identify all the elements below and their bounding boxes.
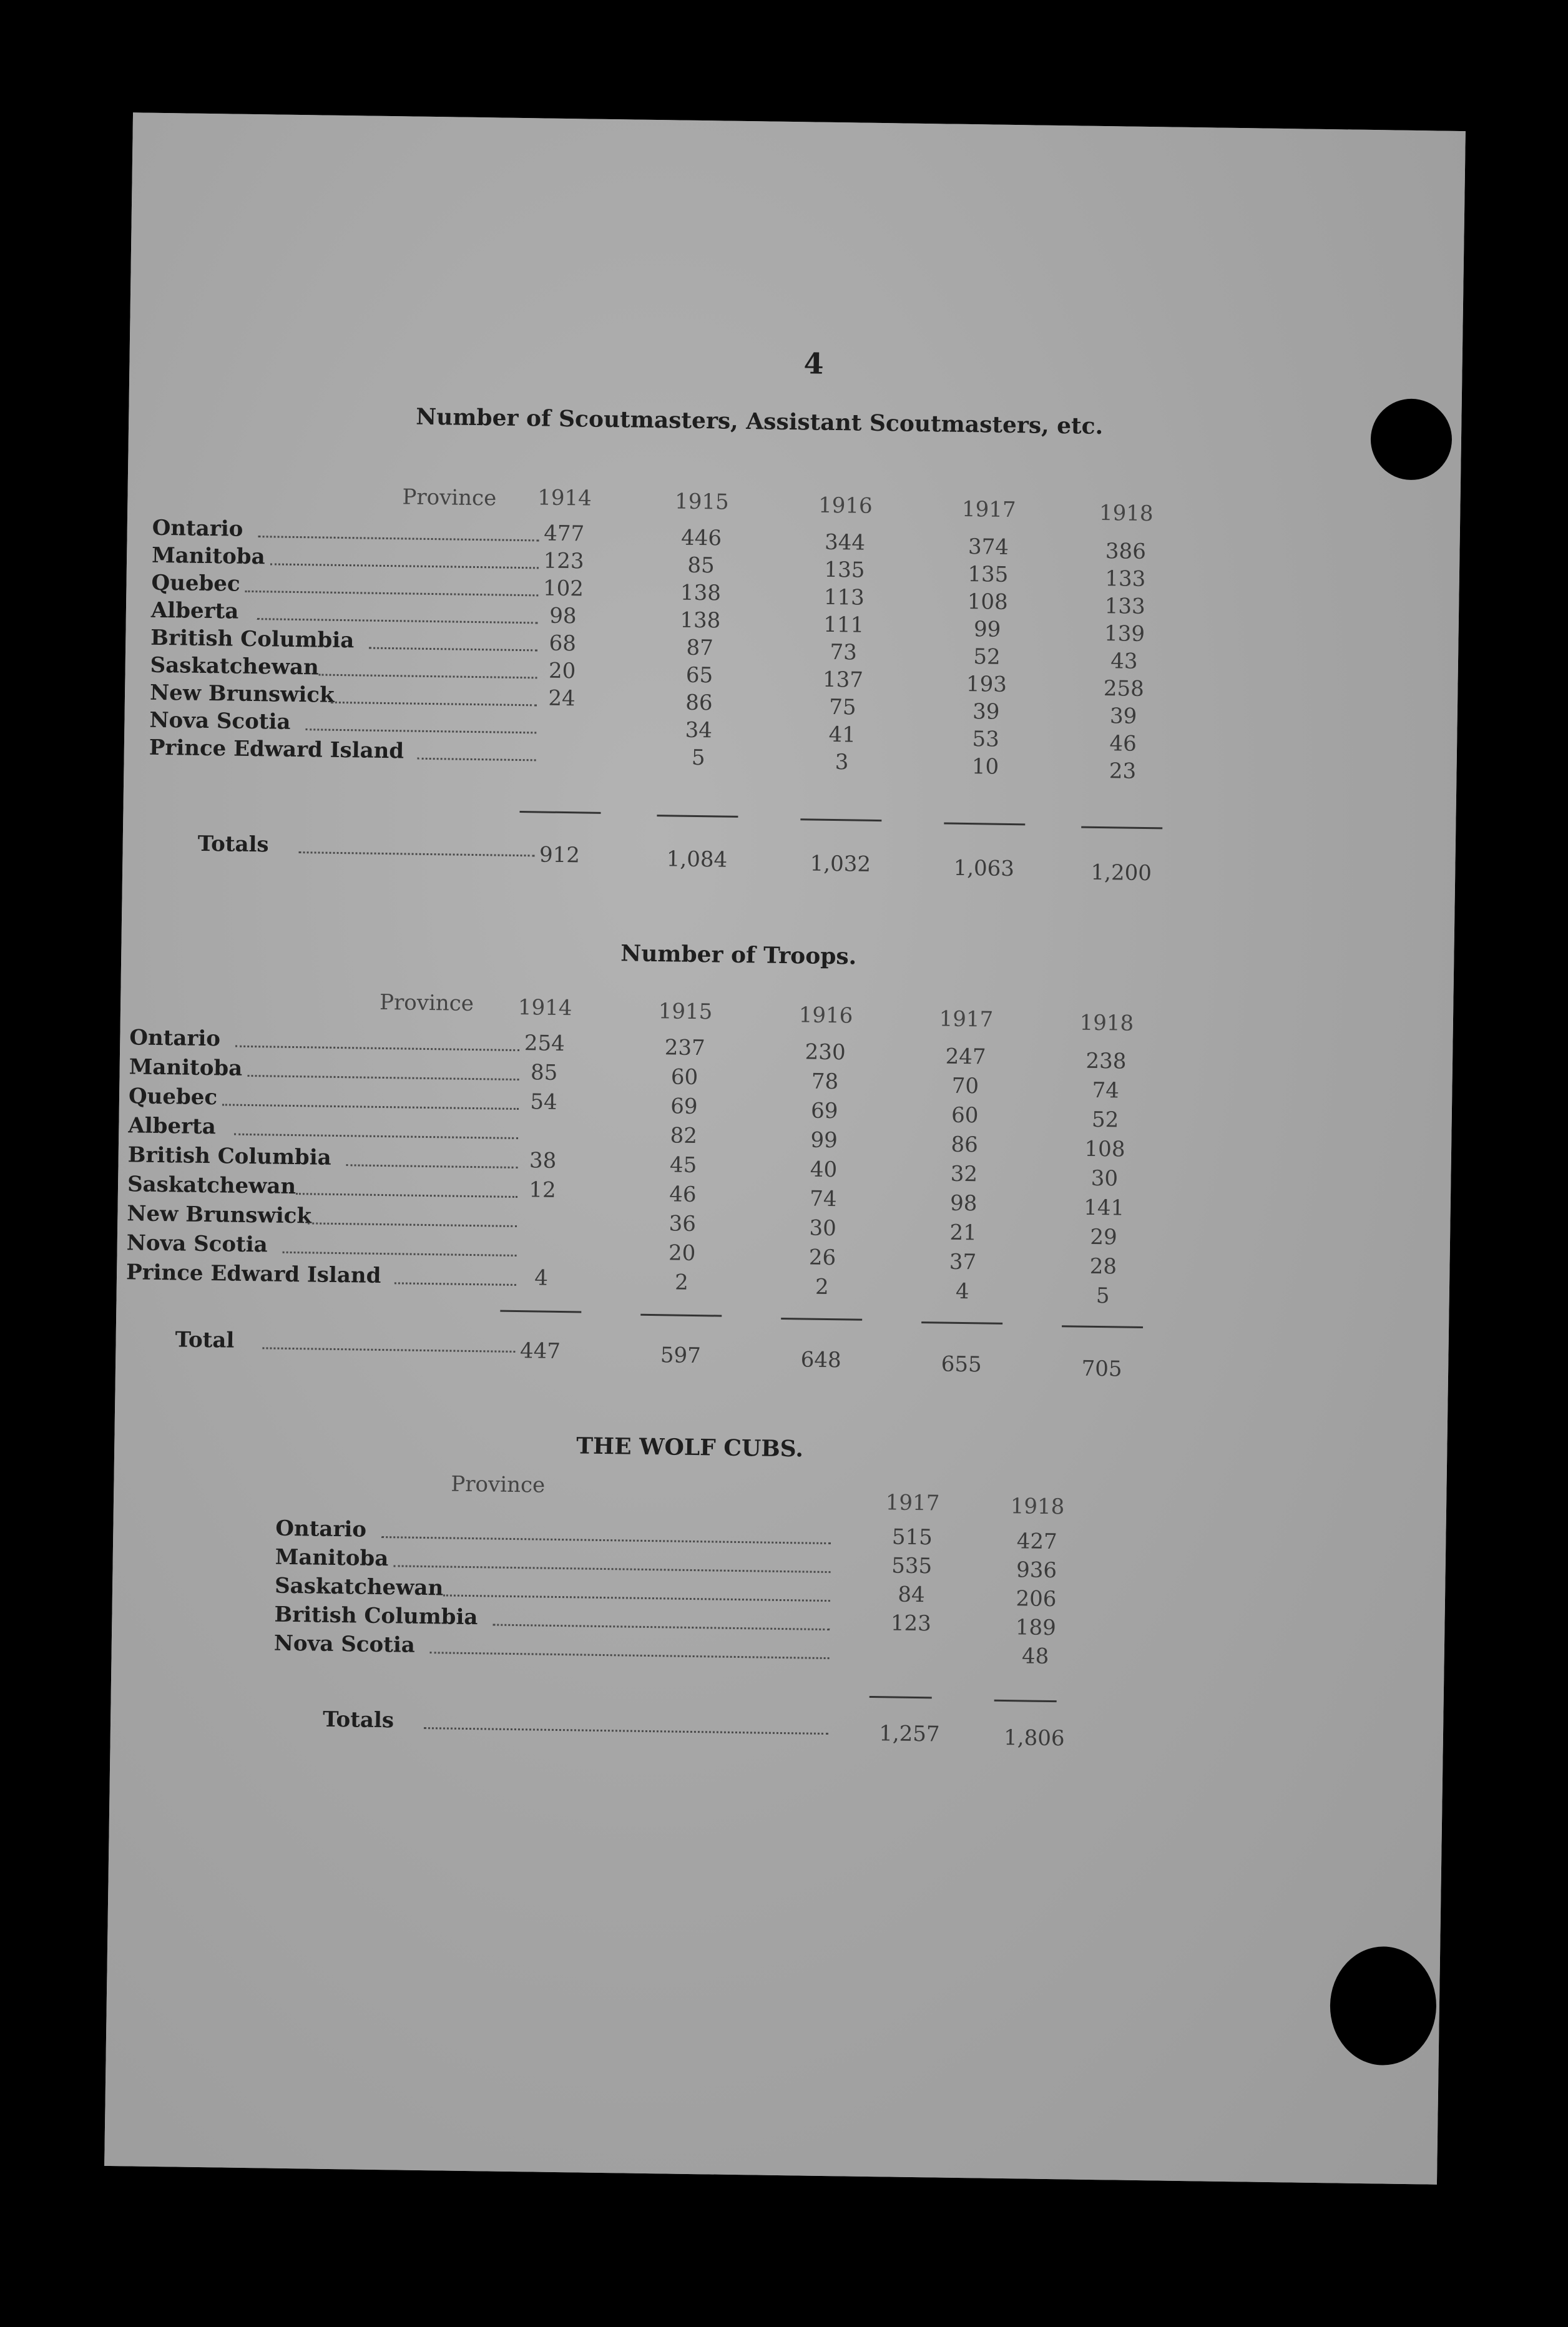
table1-cell: 135 <box>968 562 1009 587</box>
table1-cell: 24 <box>548 685 576 712</box>
table1-cell: 43 <box>1110 649 1138 674</box>
table1-cell: 34 <box>685 717 713 743</box>
table2-cell: 238 <box>1085 1048 1127 1074</box>
table2-totals-dots <box>262 1347 515 1353</box>
table2-cell: 141 <box>1083 1195 1125 1221</box>
table1-cell: 99 <box>973 617 1001 642</box>
table1-province-header: Province <box>402 484 497 511</box>
table2-year-header: 1914 <box>517 995 572 1021</box>
table2-cell: 70 <box>951 1073 979 1099</box>
document-page <box>104 112 1466 2184</box>
table1-province-label: Quebec <box>151 570 240 597</box>
table1-cell: 138 <box>680 580 722 606</box>
table1-province-label: Ontario <box>152 515 243 542</box>
table1-cell: 3 <box>835 750 849 775</box>
table3-cell: 123 <box>890 1610 932 1637</box>
table1-cell: 374 <box>968 534 1009 560</box>
table2-year-header: 1915 <box>658 999 713 1025</box>
table1-year-header: 1915 <box>674 489 729 515</box>
table1-cell: 73 <box>830 639 858 665</box>
table2-leader-dots <box>394 1282 516 1286</box>
table2-cell: 74 <box>1092 1077 1120 1104</box>
table1-total-value: 1,063 <box>953 855 1015 882</box>
table1-total-value: 912 <box>539 842 581 868</box>
table2-total-value: 648 <box>800 1347 842 1373</box>
table2-province-label: Alberta <box>128 1113 217 1140</box>
table1-cell: 5 <box>691 745 705 771</box>
table2-province-label: British Columbia <box>127 1142 331 1170</box>
table2-cell: 36 <box>669 1211 697 1237</box>
table3-cell: 535 <box>891 1553 933 1579</box>
table1-cell: 20 <box>548 658 576 684</box>
table1-cell: 133 <box>1104 594 1145 619</box>
table1-cell: 193 <box>966 671 1007 697</box>
table3-province-label: Manitoba <box>275 1544 389 1572</box>
table2-total-rule <box>640 1314 722 1317</box>
table3-leader-dots <box>381 1536 831 1544</box>
table1-totals-label: Totals <box>197 831 269 858</box>
table1-province-label: Saskatchewan <box>150 652 320 680</box>
table1-cell: 85 <box>687 552 715 579</box>
table2-cell: 98 <box>949 1190 978 1217</box>
table1-province-label: New Brunswick <box>149 680 335 708</box>
table1-cell: 52 <box>973 644 1001 670</box>
table2-cell: 54 <box>530 1089 557 1115</box>
table1-total-rule <box>944 823 1025 826</box>
table1-province-label: Prince Edward Island <box>149 735 404 764</box>
table1-leader-dots <box>331 702 537 707</box>
table2-cell: 52 <box>1091 1107 1119 1133</box>
table2-cell: 254 <box>524 1031 566 1057</box>
table1-cell: 10 <box>971 754 999 780</box>
table2-province-label: Ontario <box>129 1025 221 1052</box>
table3-leader-dots <box>492 1624 830 1631</box>
table2-cell: 12 <box>529 1177 556 1203</box>
table1-cell: 139 <box>1104 621 1145 647</box>
table1-title: Number of Scoutmasters, Assistant Scoutmasters, etc. <box>416 403 1104 440</box>
table1-cell: 39 <box>1109 703 1137 729</box>
table3-cell: 427 <box>1016 1529 1057 1555</box>
table1-year-header: 1914 <box>537 485 592 511</box>
table3-totals-dots <box>424 1727 828 1735</box>
table2-total-value: 597 <box>660 1343 702 1369</box>
table2-province-label: Manitoba <box>129 1054 243 1081</box>
table2-cell: 69 <box>810 1098 838 1124</box>
table2-cell: 230 <box>805 1039 846 1066</box>
table3-cell: 84 <box>898 1582 925 1608</box>
table1-cell: 102 <box>542 576 584 602</box>
table2-cell: 45 <box>669 1152 697 1178</box>
table2-total-rule <box>500 1310 581 1313</box>
table2-cell: 46 <box>669 1182 697 1208</box>
table2-cell: 237 <box>664 1035 705 1061</box>
table2-cell: 4 <box>534 1265 549 1291</box>
table1-cell: 108 <box>967 589 1008 615</box>
binding-hole-top <box>1370 398 1453 481</box>
table3-province-header: Province <box>451 1471 546 1498</box>
table3-province-label: Nova Scotia <box>273 1630 416 1658</box>
table2-cell: 30 <box>809 1215 837 1242</box>
binding-hole-bottom <box>1330 1946 1438 2065</box>
table2-leader-dots <box>283 1252 517 1257</box>
table2-province-label: Prince Edward Island <box>125 1260 381 1288</box>
table1-cell: 41 <box>828 722 856 748</box>
table2-cell: 29 <box>1090 1224 1117 1250</box>
table1-cell: 68 <box>549 630 577 657</box>
table3-province-label: Ontario <box>275 1516 367 1542</box>
table1-cell: 344 <box>824 529 866 556</box>
table2-total-rule <box>921 1321 1002 1325</box>
table1-province-label: Alberta <box>150 597 239 624</box>
table3-leader-dots <box>443 1594 830 1602</box>
table2-cell: 4 <box>955 1278 969 1305</box>
table2-cell: 69 <box>670 1094 698 1120</box>
table2-cell: 21 <box>949 1220 978 1246</box>
table2-province-label: Quebec <box>128 1084 218 1110</box>
table3-total-rule <box>994 1700 1057 1702</box>
table3-total-rule <box>870 1696 932 1698</box>
table3-province-label: British Columbia <box>274 1602 478 1630</box>
table1-province-label: Nova Scotia <box>149 707 291 735</box>
table2-cell: 40 <box>810 1157 838 1183</box>
table1-province-label: British Columbia <box>150 625 355 654</box>
table1-cell: 87 <box>686 635 714 661</box>
table2-cell: 32 <box>950 1161 978 1187</box>
table1-total-rule <box>519 811 600 814</box>
table1-totals-dots <box>299 851 535 856</box>
table1-cell: 98 <box>549 603 577 629</box>
page-number: 4 <box>803 346 824 381</box>
table1-total-rule <box>1081 826 1162 830</box>
table1-total-value: 1,084 <box>666 846 728 873</box>
table1-total-rule <box>800 818 881 821</box>
table2-province-header: Province <box>379 989 474 1017</box>
table2-leader-dots <box>235 1046 519 1051</box>
table1-cell: 39 <box>972 699 1000 725</box>
table1-total-value: 1,032 <box>810 851 871 877</box>
table2-cell: 74 <box>809 1186 837 1212</box>
table2-title: Number of Troops. <box>620 940 857 970</box>
table2-cell: 38 <box>529 1148 557 1173</box>
table1-year-header: 1918 <box>1099 500 1154 527</box>
table1-cell: 446 <box>680 525 722 551</box>
table1-cell: 138 <box>680 607 721 634</box>
table2-cell: 30 <box>1090 1165 1119 1192</box>
table1-cell: 135 <box>824 557 865 583</box>
table2-totals-label: Total <box>175 1327 235 1353</box>
table2-cell: 37 <box>949 1249 977 1275</box>
table2-province-label: New Brunswick <box>127 1201 312 1229</box>
table3-province-label: Saskatchewan <box>274 1573 444 1601</box>
table1-cell: 386 <box>1105 539 1147 564</box>
table2-leader-dots <box>308 1222 517 1227</box>
table2-cell: 108 <box>1084 1136 1125 1162</box>
table1-total-rule <box>657 815 738 818</box>
table2-total-value: 655 <box>941 1351 982 1378</box>
table3-leader-dots <box>430 1652 830 1659</box>
table2-leader-dots <box>248 1075 519 1080</box>
table2-cell: 78 <box>811 1069 839 1095</box>
table3-total-value: 1,806 <box>1003 1725 1065 1751</box>
table2-total-value: 705 <box>1081 1356 1122 1382</box>
table1-cell: 258 <box>1103 676 1145 702</box>
table3-year-header: 1917 <box>885 1490 940 1516</box>
table3-cell: 206 <box>1016 1586 1057 1612</box>
table2-cell: 28 <box>1089 1253 1117 1280</box>
table2-cell: 5 <box>1095 1283 1110 1309</box>
table2-total-rule <box>1062 1325 1143 1328</box>
table1-cell: 477 <box>543 521 585 547</box>
table1-leader-dots <box>305 728 536 733</box>
table1-leader-dots <box>257 618 538 624</box>
table2-cell: 247 <box>945 1044 986 1070</box>
table1-cell: 111 <box>823 612 865 638</box>
table3-cell: 936 <box>1016 1557 1057 1584</box>
table1-leader-dots <box>418 758 536 762</box>
table2-year-header: 1917 <box>939 1006 994 1032</box>
table2-cell: 85 <box>530 1060 558 1085</box>
table2-year-header: 1916 <box>798 1002 853 1029</box>
table3-title: THE WOLF CUBS. <box>576 1433 804 1462</box>
table2-leader-dots <box>222 1104 519 1110</box>
table3-totals-label: Totals <box>322 1707 394 1733</box>
table3-cell: 189 <box>1015 1615 1057 1641</box>
table3-leader-dots <box>394 1565 831 1573</box>
table2-cell: 20 <box>668 1240 696 1266</box>
table1-total-value: 1,200 <box>1090 860 1152 886</box>
table1-cell: 53 <box>972 727 1000 752</box>
table2-cell: 60 <box>670 1064 698 1090</box>
table2-cell: 99 <box>810 1127 838 1154</box>
table1-year-header: 1917 <box>961 496 1016 523</box>
table1-cell: 75 <box>828 694 856 720</box>
table1-leader-dots <box>270 563 539 569</box>
table2-cell: 60 <box>951 1102 979 1129</box>
table2-total-rule <box>781 1318 862 1321</box>
table1-cell: 123 <box>543 548 584 574</box>
table1-cell: 23 <box>1109 758 1137 784</box>
table1-cell: 46 <box>1109 731 1137 757</box>
table2-cell: 82 <box>670 1123 698 1149</box>
table2-cell: 26 <box>808 1245 836 1271</box>
table3-year-header: 1918 <box>1010 1494 1065 1520</box>
table1-cell: 133 <box>1105 566 1146 592</box>
table2-cell: 2 <box>674 1270 689 1295</box>
table3-total-value: 1,257 <box>878 1721 940 1747</box>
table3-cell: 515 <box>891 1524 933 1551</box>
table2-cell: 86 <box>951 1132 979 1158</box>
table1-leader-dots <box>258 536 539 541</box>
table1-cell: 65 <box>685 662 713 688</box>
table2-leader-dots <box>234 1134 518 1139</box>
table2-year-header: 1918 <box>1079 1010 1134 1036</box>
table1-cell: 86 <box>685 690 713 716</box>
table2-province-label: Saskatchewan <box>127 1172 296 1200</box>
table2-total-value: 447 <box>519 1338 561 1364</box>
table1-leader-dots <box>245 590 538 597</box>
table1-year-header: 1916 <box>818 492 873 519</box>
table1-cell: 113 <box>823 584 865 610</box>
table2-province-label: Nova Scotia <box>126 1230 268 1258</box>
table2-leader-dots <box>296 1193 517 1198</box>
table2-leader-dots <box>346 1164 518 1168</box>
table1-cell: 137 <box>822 667 864 693</box>
table1-leader-dots <box>319 674 537 679</box>
table1-leader-dots <box>369 647 537 652</box>
table3-cell: 48 <box>1021 1644 1049 1669</box>
table2-cell: 2 <box>815 1274 829 1300</box>
table1-province-label: Manitoba <box>151 542 265 570</box>
